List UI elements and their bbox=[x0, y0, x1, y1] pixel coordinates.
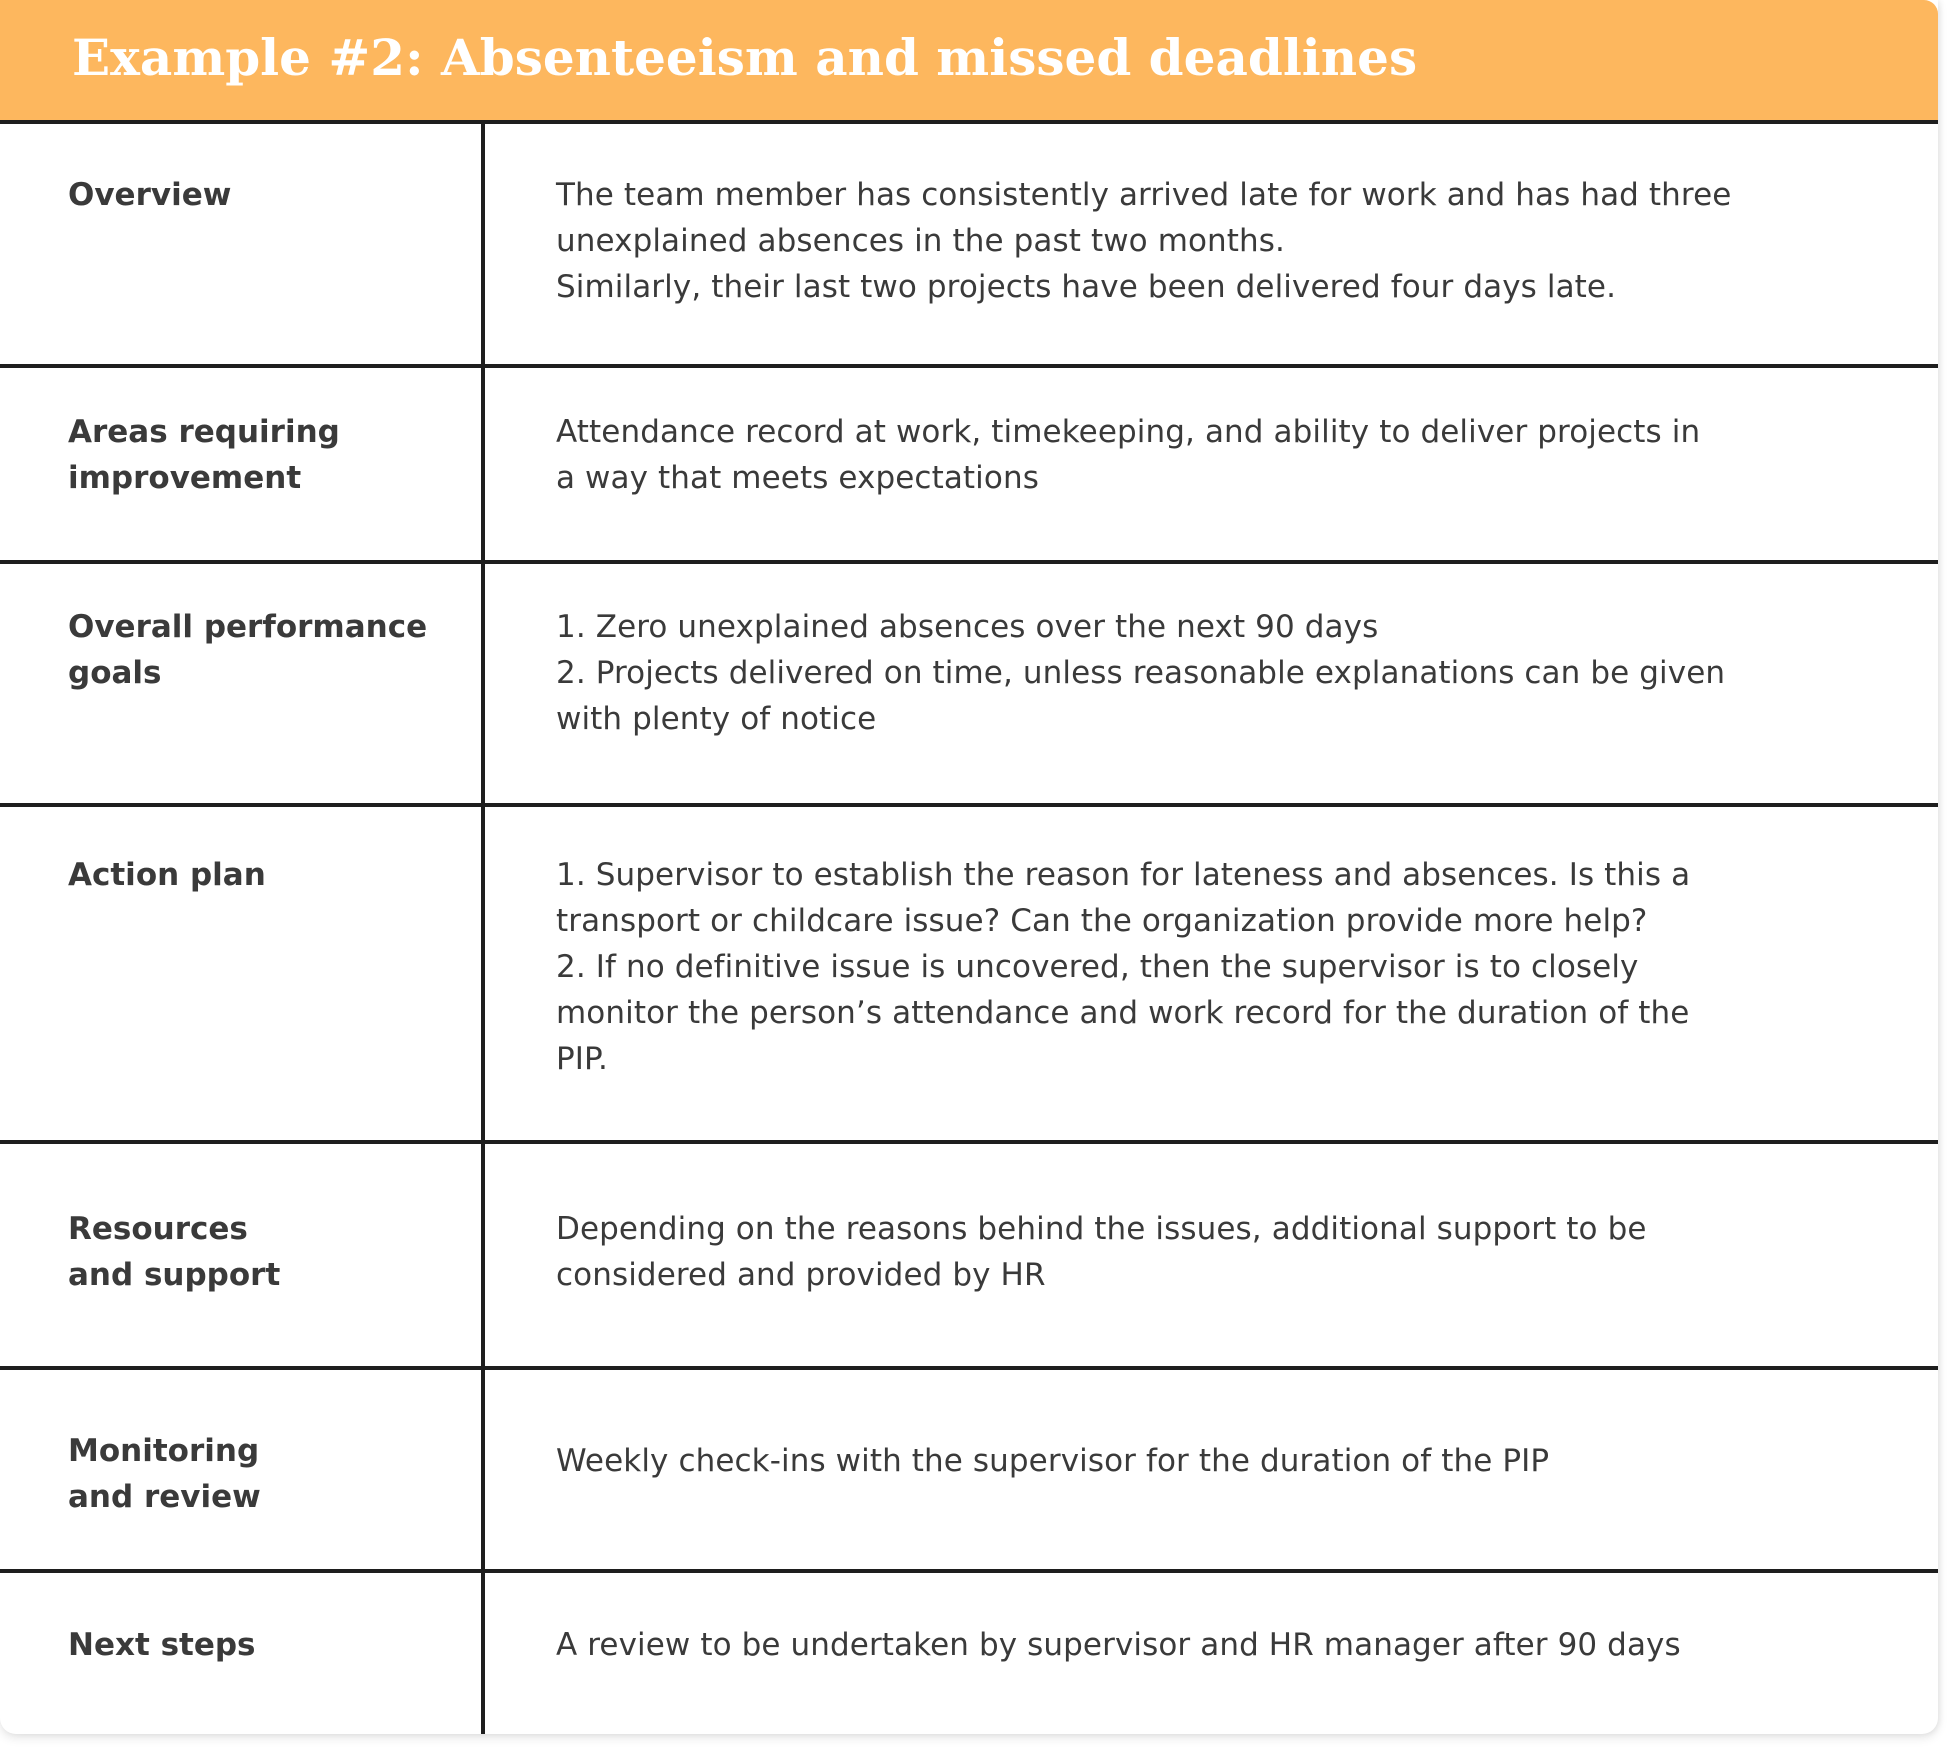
row-value-line: Attendance record at work, timekeeping, and ability to deliver projects in bbox=[556, 414, 1701, 450]
row-label-line: and support bbox=[68, 1257, 281, 1293]
row-label-line: Action plan bbox=[68, 857, 266, 893]
row-value bbox=[556, 1622, 1896, 1668]
row-value-line: The team member has consistently arrived late for work and has had three bbox=[556, 177, 1732, 213]
table-row-overview bbox=[0, 124, 1938, 368]
table-row-areas-requiring-improvement bbox=[0, 368, 1938, 564]
card-header bbox=[0, 0, 1938, 124]
row-label bbox=[68, 409, 468, 501]
row-label-line: Areas requiring bbox=[68, 414, 340, 450]
table-row-overall-performance-goals bbox=[0, 564, 1938, 807]
row-value-line: unexplained absences in the past two months. bbox=[556, 223, 1286, 259]
row-value-line: Depending on the reasons behind the issues, additional support to be bbox=[556, 1211, 1647, 1247]
row-value bbox=[556, 852, 1896, 1082]
row-value-line: A review to be undertaken by supervisor and HR manager after 90 days bbox=[556, 1627, 1681, 1663]
table-row-action-plan bbox=[0, 807, 1938, 1144]
row-label bbox=[68, 1206, 468, 1298]
row-value-line: transport or childcare issue? Can the organization provide more help? bbox=[556, 903, 1648, 939]
row-value bbox=[556, 409, 1896, 501]
row-label-line: Overall performance bbox=[68, 609, 428, 645]
row-value-line: 2. If no definitive issue is uncovered, then the supervisor is to closely bbox=[556, 949, 1639, 985]
column-divider bbox=[481, 124, 485, 1734]
row-value-line: 1. Zero unexplained absences over the next 90 days bbox=[556, 609, 1379, 645]
row-label-line: Next steps bbox=[68, 1627, 256, 1663]
row-value bbox=[556, 172, 1896, 310]
row-value bbox=[556, 1206, 1896, 1298]
row-label bbox=[68, 1622, 468, 1668]
card-title: Example #2: Absenteeism and missed deadlines bbox=[72, 28, 1418, 87]
table-row-monitoring-and-review bbox=[0, 1370, 1938, 1573]
row-value-line: 1. Supervisor to establish the reason for lateness and absences. Is this a bbox=[556, 857, 1691, 893]
row-label-line: improvement bbox=[68, 460, 302, 496]
table-row-resources-and-support bbox=[0, 1144, 1938, 1370]
row-value-line: considered and provided by HR bbox=[556, 1257, 1046, 1293]
row-label bbox=[68, 852, 468, 898]
row-value-line: Weekly check-ins with the supervisor for the duration of the PIP bbox=[556, 1443, 1550, 1479]
row-value-line: with plenty of notice bbox=[556, 701, 877, 737]
row-label-line: and review bbox=[68, 1479, 261, 1515]
row-value bbox=[556, 604, 1896, 742]
row-label bbox=[68, 1428, 468, 1520]
row-value-line: monitor the person’s attendance and work record for the duration of the bbox=[556, 995, 1690, 1031]
row-label-line: Overview bbox=[68, 177, 232, 213]
row-value-line: Similarly, their last two projects have been delivered four days late. bbox=[556, 269, 1617, 305]
row-label bbox=[68, 604, 468, 696]
row-label-line: Monitoring bbox=[68, 1433, 260, 1469]
row-label-line: Resources bbox=[68, 1211, 248, 1247]
table-row-next-steps bbox=[0, 1573, 1938, 1734]
row-label-line: goals bbox=[68, 655, 162, 691]
row-value-line: 2. Projects delivered on time, unless reasonable explanations can be given bbox=[556, 655, 1726, 691]
row-value-line: PIP. bbox=[556, 1041, 608, 1077]
row-value bbox=[556, 1438, 1896, 1484]
row-label bbox=[68, 172, 468, 218]
row-value-line: a way that meets expectations bbox=[556, 460, 1039, 496]
